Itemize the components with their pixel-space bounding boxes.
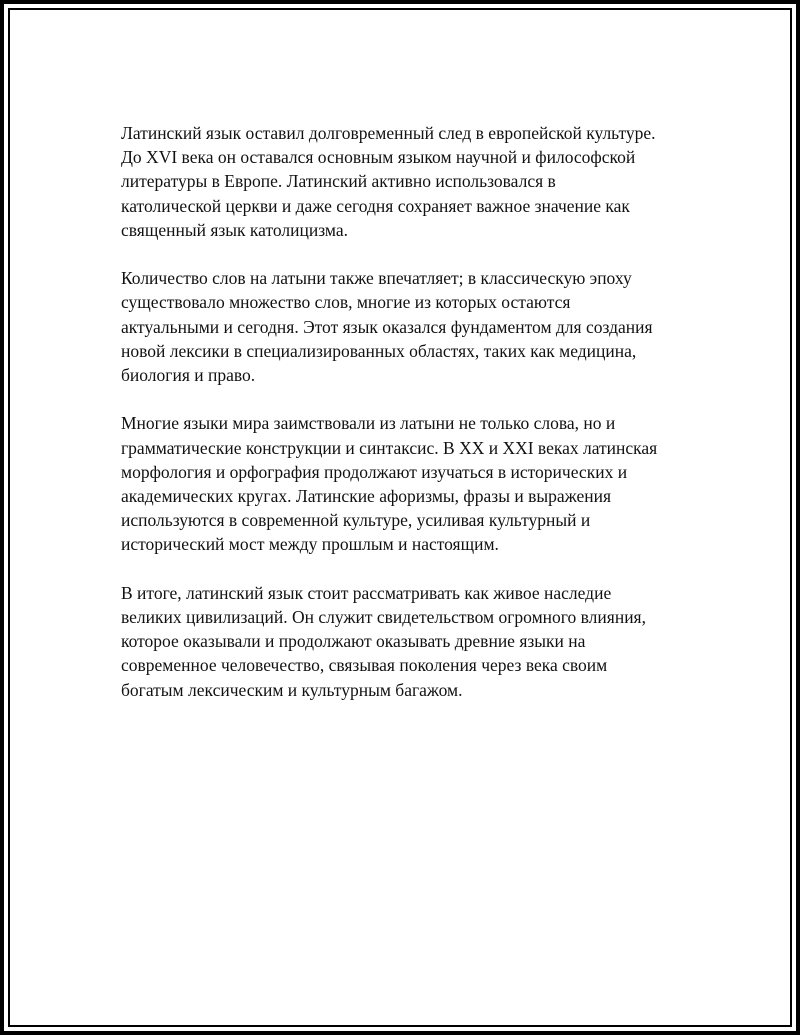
paragraph-3: Многие языки мира заимствовали из латыни не только слова, но и грамматические конструкции и синтаксис. В XX и XXI веках латинская морфология и орфография продолжают изучаться в исторических и академических кругах. Латинские афоризмы, фразы и выражения используются в современной культуре, усиливая культурный и исторический мост между прошлым и настоящим. — [121, 413, 658, 555]
document-body — [121, 121, 711, 726]
paragraph-2: Количество слов на латыни также впечатляет; в классическую эпоху существовало множество слов, многие из которых остаются актуальными и сегодня. Этот язык оказался фундаментом для создания новой лексики в специализированных областях, таких как медицина, биология и право. — [121, 268, 653, 386]
paragraph-4: В итоге, латинский язык стоит рассматривать как живое наследие великих цивилизаций. Он служит свидетельством огромного влияния, которое оказывали и продолжают оказывать древние языки на современное человечество, связывая поколения через века своим богатым лексическим и культурным багажом. — [121, 582, 646, 700]
paragraph-1: Латинский язык оставил долговременный след в европейской культуре. До XVI века он оставался основным языком научной и философской литературы в Европе. Латинский активно использовался в католической церкви и даже сегодня сохраняет важное значение как священный язык католицизма. — [121, 123, 656, 240]
